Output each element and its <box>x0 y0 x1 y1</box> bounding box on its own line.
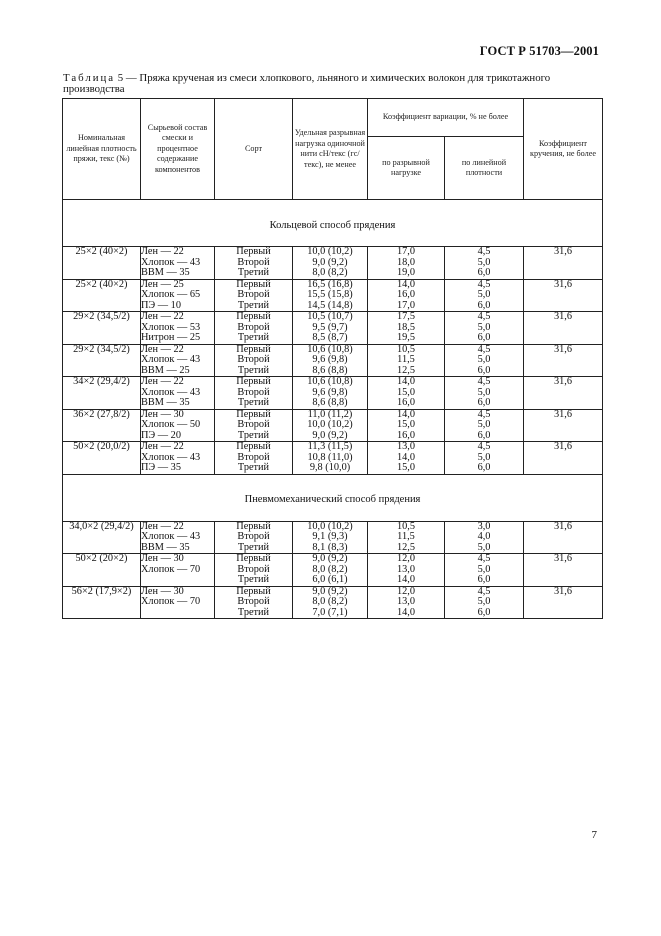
strength-cell-line: 9,0 (9,2) <box>312 585 348 597</box>
composition-cell <box>141 586 215 619</box>
header-breaking-strength: Удельная разрывная нагрузка одиночной нити сН/текс (гс/текс), не менее <box>293 99 368 200</box>
strength-cell-line: 8,1 (8,3) <box>312 541 348 553</box>
twist-cell <box>524 279 603 312</box>
composition-cell-line: ПЭ — 20 <box>141 429 181 441</box>
grade-cell-line: Третий <box>237 541 270 553</box>
cv-load-cell-line: 15,0 <box>396 419 416 430</box>
grade-cell-line: Первый <box>236 520 271 532</box>
table-row <box>63 521 603 554</box>
document-standard-number: ГОСТ Р 51703—2001 <box>479 44 599 58</box>
strength-cell-line: 9,6 (9,8) <box>312 354 348 365</box>
nominal-density-cell <box>63 377 141 410</box>
table-row <box>63 344 603 377</box>
cv-density-cell-line: 5,0 <box>477 321 491 333</box>
cv-density-cell <box>445 586 524 619</box>
grade-cell-line: Первый <box>236 278 271 290</box>
cv-density-cell-line: 6,0 <box>477 462 491 473</box>
grade-cell <box>215 312 293 345</box>
twist-cell <box>524 312 603 345</box>
cv-load-cell-line: 17,0 <box>396 299 416 311</box>
cv-load-cell-line: 13,0 <box>396 596 416 607</box>
cv-load-cell-line: 19,0 <box>396 267 416 278</box>
cv-density-cell-line: 6,0 <box>477 267 491 278</box>
nominal-density-cell <box>63 279 141 312</box>
strength-cell-line: 10,8 (11,0) <box>307 451 353 463</box>
composition-cell-line: Лен — 22 <box>141 343 184 355</box>
nominal-density-cell-value: 36×2 (27,8/2) <box>73 408 130 420</box>
strength-cell-line: 14,5 (14,8) <box>307 299 353 311</box>
grade-cell-line: Первый <box>236 585 271 597</box>
strength-cell-line: 9,0 (9,2) <box>312 553 348 564</box>
cv-density-cell-line: 6,0 <box>477 299 491 311</box>
composition-cell-line: Хлопок — 43 <box>141 451 201 463</box>
composition-cell-line: Нитрон — 25 <box>141 332 201 343</box>
cv-load-cell-line: 14,0 <box>396 376 416 387</box>
header-grade: Сорт <box>215 99 293 200</box>
cv-density-cell <box>445 409 524 442</box>
cv-load-cell-line: 12,5 <box>396 541 416 553</box>
nominal-density-cell <box>63 442 141 475</box>
cv-density-cell-line: 4,5 <box>477 278 491 290</box>
strength-cell-line: 9,1 (9,3) <box>312 531 348 542</box>
cv-load-cell-line: 19,5 <box>396 332 416 343</box>
composition-cell-line: Хлопок — 43 <box>141 531 201 542</box>
nominal-density-cell <box>63 586 141 619</box>
grade-cell-line: Третий <box>237 462 270 473</box>
cv-load-cell-line: 13,0 <box>396 441 416 452</box>
grade-cell-line: Третий <box>237 429 270 441</box>
cv-density-cell-line: 4,5 <box>477 343 491 355</box>
section-row <box>63 474 603 521</box>
grade-cell-line: Второй <box>237 321 270 333</box>
grade-cell-line: Второй <box>237 289 270 300</box>
section-title-cell <box>63 200 603 247</box>
cv-density-cell <box>445 521 524 554</box>
strength-cell-line: 9,6 (9,8) <box>312 386 348 398</box>
composition-cell-line: ВВМ — 35 <box>141 541 190 553</box>
caption-number: 5 <box>117 72 124 84</box>
cv-density-cell <box>445 344 524 377</box>
table-row <box>63 586 603 619</box>
cv-density-cell-line: 4,5 <box>477 441 491 452</box>
caption-label: Таблица <box>63 72 116 84</box>
grade-cell-line: Второй <box>237 596 270 607</box>
strength-cell-line: 16,5 (16,8) <box>307 278 353 290</box>
twist-cell-value: 31,6 <box>554 408 573 420</box>
composition-cell-line: Хлопок — 43 <box>141 256 201 268</box>
table-header <box>63 99 603 200</box>
cv-load-cell-line: 17,0 <box>396 246 416 257</box>
grade-cell-line: Второй <box>237 354 270 365</box>
cv-density-cell-line: 4,5 <box>477 408 491 420</box>
cv-load-cell-line: 11,5 <box>397 531 415 542</box>
composition-cell <box>141 442 215 475</box>
composition-cell <box>141 279 215 312</box>
cv-load-cell <box>368 279 445 312</box>
cv-load-cell-line: 14,0 <box>396 278 416 290</box>
strength-cell <box>293 247 368 280</box>
grade-cell-line: Третий <box>237 299 270 311</box>
composition-cell-line: Хлопок — 70 <box>141 596 201 607</box>
section-row <box>63 200 603 247</box>
strength-cell-line: 15,5 (15,8) <box>307 289 353 300</box>
strength-cell-line: 9,0 (9,2) <box>312 256 348 268</box>
composition-cell-line: Лен — 22 <box>141 246 184 257</box>
cv-load-cell-line: 13,0 <box>396 563 416 575</box>
header-twist-coefficient: Коэффициент кручения, не более <box>524 99 603 200</box>
grade-cell-line: Второй <box>237 563 270 575</box>
composition-cell-line: Лен — 30 <box>141 585 184 597</box>
composition-cell <box>141 344 215 377</box>
cv-load-cell-line: 11,5 <box>397 354 415 365</box>
strength-cell <box>293 279 368 312</box>
twist-cell-value: 31,6 <box>554 376 573 387</box>
nominal-density-cell-value: 50×2 (20×2) <box>75 553 128 564</box>
composition-cell-line: Лен — 25 <box>141 278 184 290</box>
strength-cell-line: 8,0 (8,2) <box>312 563 348 575</box>
cv-load-cell-line: 12,5 <box>396 364 416 376</box>
cv-load-cell-line: 16,0 <box>396 289 416 300</box>
composition-cell <box>141 247 215 280</box>
strength-cell-line: 6,0 (6,1) <box>312 574 348 585</box>
composition-cell-line: Лен — 22 <box>141 311 184 322</box>
cv-load-cell-line: 18,0 <box>396 256 416 268</box>
cv-density-cell-line: 6,0 <box>477 364 491 376</box>
strength-cell-line: 8,6 (8,8) <box>312 364 348 376</box>
composition-cell-line: ВВМ — 35 <box>141 397 190 408</box>
cv-density-cell-line: 4,0 <box>477 531 491 542</box>
strength-cell-line: 11,0 (11,2) <box>307 408 353 420</box>
table-row <box>63 442 603 475</box>
grade-cell-line: Второй <box>237 256 270 268</box>
grade-cell-line: Третий <box>237 267 270 278</box>
twist-cell-value: 31,6 <box>554 311 573 322</box>
grade-cell <box>215 521 293 554</box>
strength-cell-line: 10,6 (10,8) <box>307 376 353 387</box>
twist-cell <box>524 344 603 377</box>
cv-load-cell <box>368 377 445 410</box>
grade-cell-line: Первый <box>236 441 271 452</box>
header-variation-coefficient: Коэффициент вариации, % не более <box>368 99 524 137</box>
header-variation-by-load: по разрывной нагрузке <box>368 137 445 200</box>
cv-load-cell-line: 14,0 <box>396 574 416 585</box>
cv-density-cell <box>445 247 524 280</box>
cv-load-cell <box>368 409 445 442</box>
nominal-density-cell-value: 25×2 (40×2) <box>75 278 128 290</box>
composition-cell <box>141 377 215 410</box>
grade-cell <box>215 344 293 377</box>
composition-cell-line: ПЭ — 35 <box>141 462 181 473</box>
nominal-density-cell <box>63 409 141 442</box>
composition-cell-line: ВВМ — 35 <box>141 267 190 278</box>
nominal-density-cell-value: 25×2 (40×2) <box>75 246 128 257</box>
cv-density-cell <box>445 279 524 312</box>
twist-cell <box>524 409 603 442</box>
composition-cell-line: Хлопок — 43 <box>141 386 201 398</box>
composition-cell-line: Лен — 30 <box>141 553 184 564</box>
composition-cell-line: Лен — 22 <box>141 441 184 452</box>
composition-cell <box>141 409 215 442</box>
strength-cell-line: 7,0 (7,1) <box>312 606 348 618</box>
grade-cell-line: Второй <box>237 451 270 463</box>
nominal-density-cell <box>63 312 141 345</box>
grade-cell <box>215 442 293 475</box>
cv-density-cell-line: 4,5 <box>477 311 491 322</box>
cv-load-cell-line: 15,0 <box>396 386 416 398</box>
strength-cell-line: 9,5 (9,7) <box>312 321 348 333</box>
nominal-density-cell-value: 34×2 (29,4/2) <box>73 376 130 387</box>
grade-cell-line: Второй <box>237 419 270 430</box>
twist-cell-value: 31,6 <box>554 343 573 355</box>
cv-load-cell-line: 10,5 <box>396 520 416 532</box>
cv-load-cell <box>368 312 445 345</box>
composition-cell-line: Лен — 30 <box>141 408 184 420</box>
grade-cell-line: Первый <box>236 376 271 387</box>
cv-load-cell-line: 14,0 <box>396 408 416 420</box>
cv-density-cell-line: 6,0 <box>477 606 491 618</box>
header-nominal-density: Номинальная линейная плотность пряжи, текс (№) <box>63 99 141 200</box>
table-body <box>63 200 603 619</box>
cv-density-cell-line: 5,0 <box>477 386 491 398</box>
twist-cell <box>524 247 603 280</box>
grade-cell <box>215 409 293 442</box>
nominal-density-cell-value: 34,0×2 (29,4/2) <box>69 520 134 532</box>
composition-cell <box>141 521 215 554</box>
cv-load-cell-line: 12,0 <box>396 553 416 564</box>
nominal-density-cell-value: 50×2 (20,0/2) <box>73 441 130 452</box>
cv-load-cell-line: 14,0 <box>396 451 416 463</box>
strength-cell-line: 10,0 (10,2) <box>307 520 353 532</box>
twist-cell <box>524 442 603 475</box>
strength-cell-line: 11,3 (11,5) <box>307 441 353 452</box>
nominal-density-cell <box>63 344 141 377</box>
strength-cell-line: 8,0 (8,2) <box>312 596 348 607</box>
twist-cell <box>524 554 603 587</box>
grade-cell <box>215 586 293 619</box>
nominal-density-cell <box>63 247 141 280</box>
caption-text: — Пряжа крученая из смеси хлопкового, льняного и химических волокон для трикотажного производства <box>63 72 551 95</box>
cv-density-cell <box>445 377 524 410</box>
cv-load-cell <box>368 247 445 280</box>
nominal-density-cell <box>63 521 141 554</box>
table-row <box>63 409 603 442</box>
table-caption <box>63 73 603 95</box>
cv-density-cell-line: 5,0 <box>477 596 491 607</box>
cv-load-cell-line: 12,0 <box>396 585 416 597</box>
cv-load-cell <box>368 344 445 377</box>
yarn-properties-table <box>62 98 603 619</box>
page-number: 7 <box>591 829 597 841</box>
strength-cell-line: 10,0 (10,2) <box>307 419 353 430</box>
cv-density-cell <box>445 442 524 475</box>
composition-cell-line: ПЭ — 10 <box>141 299 181 311</box>
composition-cell-line: Хлопок — 65 <box>141 289 201 300</box>
strength-cell-line: 9,8 (10,0) <box>309 462 351 473</box>
twist-cell <box>524 521 603 554</box>
strength-cell-line: 8,6 (8,8) <box>312 397 348 408</box>
grade-cell-line: Третий <box>237 606 270 618</box>
cv-density-cell <box>445 312 524 345</box>
cv-density-cell-line: 3,0 <box>477 520 491 532</box>
twist-cell-value: 31,6 <box>554 246 573 257</box>
cv-density-cell-line: 6,0 <box>477 332 491 343</box>
composition-cell-line: Хлопок — 53 <box>141 321 201 333</box>
strength-cell-line: 9,0 (9,2) <box>312 429 348 441</box>
header-composition: Сырьевой состав смески и процентное содержание компонентов <box>141 99 215 200</box>
cv-load-cell-line: 15,0 <box>396 462 416 473</box>
table-row <box>63 312 603 345</box>
grade-cell-line: Первый <box>236 553 271 564</box>
cv-density-cell-line: 4,5 <box>477 585 491 597</box>
composition-cell-line: Хлопок — 70 <box>141 563 201 575</box>
header-variation-by-density: по линейной плотности <box>445 137 524 200</box>
composition-cell-line: Лен — 22 <box>141 520 184 532</box>
strength-cell-line: 8,0 (8,2) <box>312 267 348 278</box>
grade-cell-line: Второй <box>237 531 270 542</box>
grade-cell <box>215 554 293 587</box>
cv-load-cell-line: 18,5 <box>396 321 416 333</box>
strength-cell <box>293 521 368 554</box>
cv-density-cell-line: 5,0 <box>477 354 491 365</box>
cv-load-cell-line: 10,5 <box>396 343 416 355</box>
grade-cell <box>215 247 293 280</box>
composition-cell-line: Лен — 22 <box>141 376 184 387</box>
section-title: Пневмомеханический способ прядения <box>244 494 421 505</box>
grade-cell-line: Первый <box>236 343 271 355</box>
twist-cell-value: 31,6 <box>554 520 573 532</box>
grade-cell <box>215 279 293 312</box>
grade-cell-line: Третий <box>237 332 270 343</box>
table-row <box>63 279 603 312</box>
cv-density-cell-line: 6,0 <box>477 429 491 441</box>
grade-cell <box>215 377 293 410</box>
section-title-cell <box>63 474 603 521</box>
cv-density-cell-line: 4,5 <box>477 553 491 564</box>
table-row <box>63 247 603 280</box>
grade-cell-line: Третий <box>237 364 270 376</box>
cv-density-cell-line: 5,0 <box>477 256 491 268</box>
cv-load-cell <box>368 554 445 587</box>
strength-cell-line: 10,0 (10,2) <box>307 246 353 257</box>
nominal-density-cell <box>63 554 141 587</box>
twist-cell-value: 31,6 <box>554 553 573 564</box>
nominal-density-cell-value: 29×2 (34,5/2) <box>73 343 130 355</box>
strength-cell-line: 10,6 (10,8) <box>307 343 353 355</box>
strength-cell <box>293 554 368 587</box>
strength-cell <box>293 377 368 410</box>
grade-cell-line: Первый <box>236 311 271 322</box>
composition-cell <box>141 312 215 345</box>
strength-cell <box>293 442 368 475</box>
strength-cell-line: 10,5 (10,7) <box>307 311 353 322</box>
cv-density-cell-line: 5,0 <box>477 419 491 430</box>
twist-cell-value: 31,6 <box>554 278 573 290</box>
strength-cell <box>293 312 368 345</box>
grade-cell-line: Первый <box>236 408 271 420</box>
strength-cell <box>293 344 368 377</box>
composition-cell-line: Хлопок — 50 <box>141 419 201 430</box>
strength-cell-line: 8,5 (8,7) <box>312 332 348 343</box>
strength-cell <box>293 409 368 442</box>
grade-cell-line: Первый <box>236 246 271 257</box>
twist-cell-value: 31,6 <box>554 585 573 597</box>
composition-cell <box>141 554 215 587</box>
cv-load-cell-line: 16,0 <box>396 397 416 408</box>
cv-density-cell-line: 6,0 <box>477 574 491 585</box>
composition-cell-line: ВВМ — 25 <box>141 364 190 376</box>
grade-cell-line: Третий <box>237 574 270 585</box>
cv-load-cell-line: 17,5 <box>396 311 416 322</box>
strength-cell <box>293 586 368 619</box>
cv-load-cell <box>368 442 445 475</box>
table-row <box>63 377 603 410</box>
composition-cell-line: Хлопок — 43 <box>141 354 201 365</box>
cv-load-cell-line: 14,0 <box>396 606 416 618</box>
grade-cell-line: Второй <box>237 386 270 398</box>
cv-density-cell-line: 4,5 <box>477 376 491 387</box>
twist-cell-value: 31,6 <box>554 441 573 452</box>
cv-density-cell-line: 5,0 <box>477 451 491 463</box>
cv-density-cell-line: 5,0 <box>477 289 491 300</box>
cv-density-cell-line: 5,0 <box>477 541 491 553</box>
twist-cell <box>524 377 603 410</box>
cv-load-cell <box>368 521 445 554</box>
cv-density-cell-line: 6,0 <box>477 397 491 408</box>
cv-density-cell <box>445 554 524 587</box>
section-title: Кольцевой способ прядения <box>269 219 396 231</box>
nominal-density-cell-value: 29×2 (34,5/2) <box>73 311 130 322</box>
grade-cell-line: Третий <box>237 397 270 408</box>
cv-density-cell-line: 5,0 <box>477 563 491 575</box>
cv-load-cell-line: 16,0 <box>396 429 416 441</box>
table-row <box>63 554 603 587</box>
twist-cell <box>524 586 603 619</box>
cv-load-cell <box>368 586 445 619</box>
cv-density-cell-line: 4,5 <box>477 246 491 257</box>
nominal-density-cell-value: 56×2 (17,9×2) <box>71 585 132 597</box>
